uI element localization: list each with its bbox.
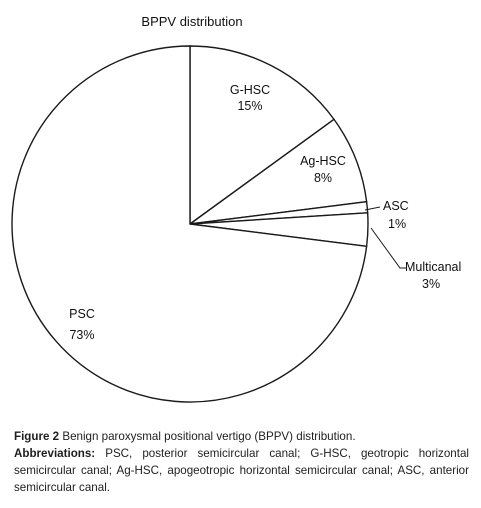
abbreviations-text: PSC, posterior semicircular canal; G-HSC, geotropic horizontal semicircular canal; Ag-HSC, apogeotropic horizontal semicircular canal; ASC, anterior semicircular canal. <box>14 447 469 494</box>
figure-caption-line <box>14 428 469 445</box>
slice-value-psc: 73% <box>69 328 95 342</box>
slice-label-asc: ASC <box>383 199 409 213</box>
slice-value-multicanal: 3% <box>422 277 441 291</box>
slice-label-g-hsc: G-HSC <box>229 83 271 97</box>
pie-slices <box>12 46 368 402</box>
slice-label-psc: PSC <box>69 307 95 321</box>
figure-label: Figure 2 <box>14 430 60 443</box>
slice-value-ag-hsc: 8% <box>313 171 333 185</box>
chart-title: BPPV distribution <box>141 14 243 29</box>
slice-label-multicanal: Multicanal <box>405 260 462 274</box>
slice-value-g-hsc: 15% <box>237 99 263 113</box>
slice-label-ag-hsc: Ag-HSC <box>300 154 346 168</box>
slice-value-asc: 1% <box>388 217 407 231</box>
abbreviations-block <box>14 447 469 494</box>
figure-caption <box>14 428 469 496</box>
figure-description: Benign paroxysmal positional vertigo (BPPV) distribution. <box>59 430 356 443</box>
abbreviations-label: Abbreviations: <box>14 447 96 460</box>
leader-line-multicanal <box>371 228 406 268</box>
